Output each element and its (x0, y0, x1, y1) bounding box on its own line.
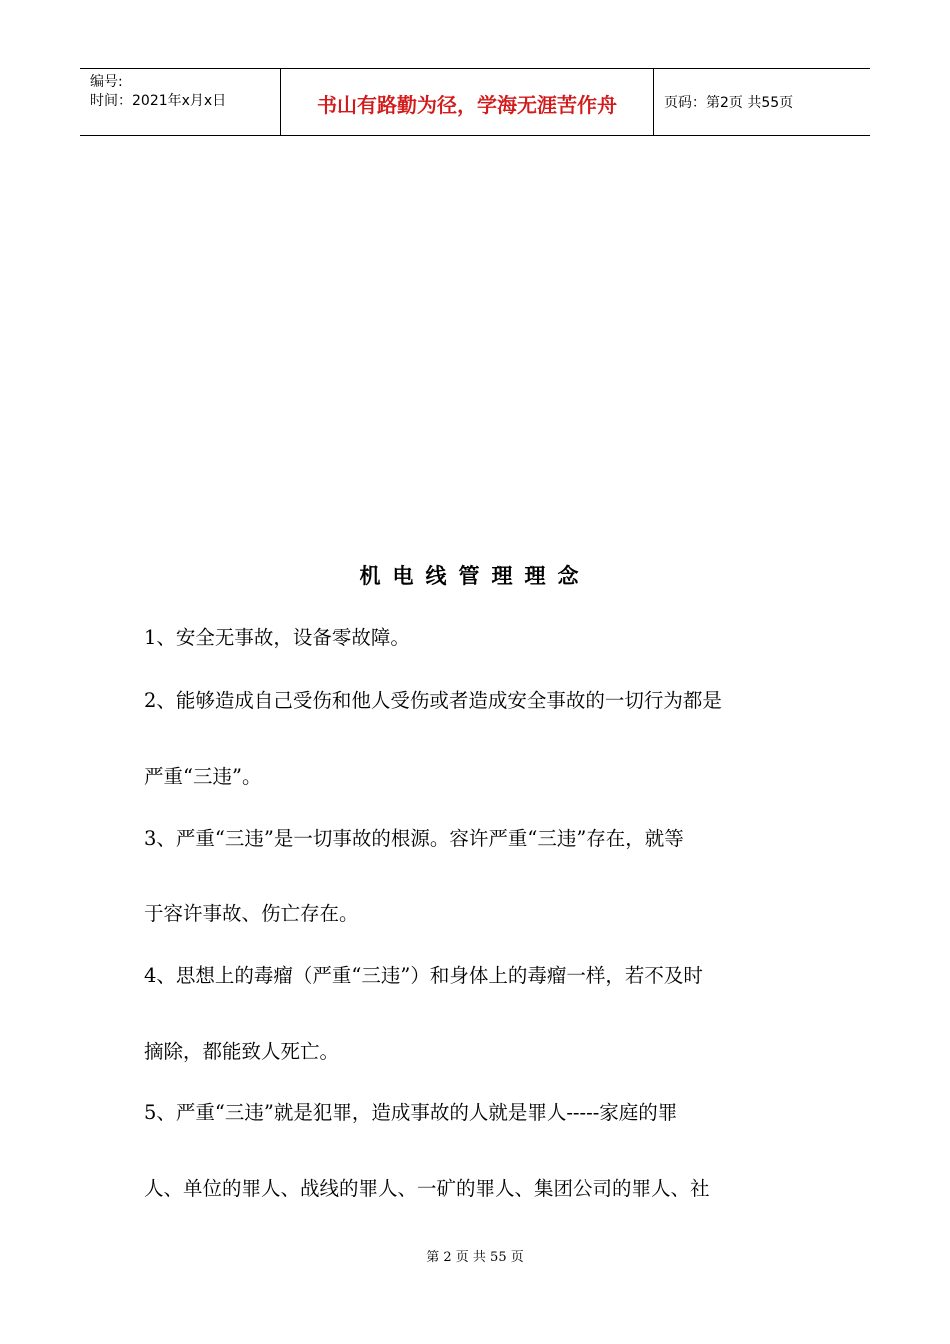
body-line: 3、严重“三违”是一切事故的根源。容许严重“三违”存在，就等 (144, 827, 684, 850)
body-line: 2、能够造成自己受伤和他人受伤或者造成安全事故的一切行为都是 (144, 689, 722, 712)
body-line: 人、单位的罪人、战线的罪人、一矿的罪人、集团公司的罪人、社 (144, 1177, 710, 1200)
header-table (80, 68, 870, 136)
body-line: 严重“三违”。 (144, 765, 262, 788)
body-line: 4、思想上的毒瘤（严重“三违”）和身体上的毒瘤一样，若不及时 (144, 964, 703, 987)
body-line: 5、严重“三违”就是犯罪，造成事故的人就是罪人-----家庭的罪 (144, 1101, 678, 1124)
header-motto: 书山有路勤为径，学海无涯苦作舟 (281, 69, 654, 135)
header-meta (80, 69, 281, 135)
number-label: 编号: (90, 74, 123, 90)
page-footer: 第 2 页 共 55 页 (426, 1250, 524, 1265)
header-page-info: 页码：第2页 共55页 (664, 95, 794, 111)
body-line: 摘除，都能致人死亡。 (144, 1040, 340, 1063)
body-line: 于容许事故、伤亡存在。 (144, 902, 359, 925)
body-line: 1、安全无事故，设备零故障。 (144, 626, 410, 649)
document-title: 机电线管理理念 (359, 563, 591, 588)
time-label: 时间：2021年x月x日 (90, 93, 227, 109)
